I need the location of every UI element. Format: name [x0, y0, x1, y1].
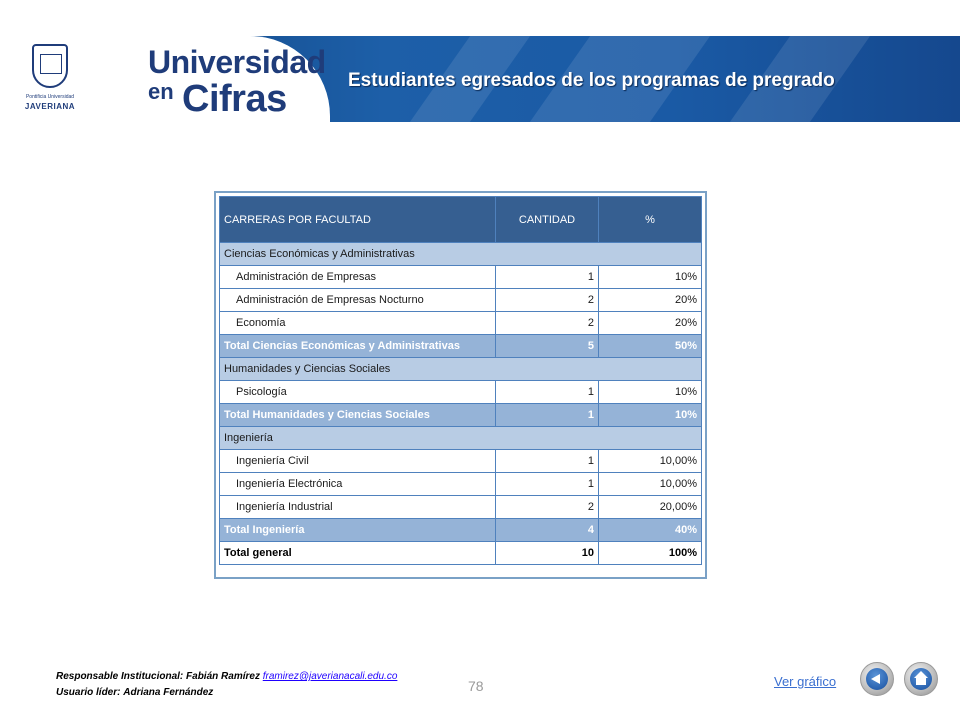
- row-label: Total Ingeniería: [220, 519, 496, 542]
- responsable-label: Responsable Institucional:: [56, 671, 184, 682]
- section-label: Humanidades y Ciencias Sociales: [220, 358, 702, 381]
- section-label: Ingeniería: [220, 427, 702, 450]
- table-row: [220, 381, 702, 404]
- graduates-table: [219, 196, 702, 565]
- table-row: [220, 312, 702, 335]
- total-row: [220, 519, 702, 542]
- section-row: [220, 427, 702, 450]
- row-label: Psicología: [220, 381, 496, 404]
- row-percent: 10,00%: [599, 450, 702, 473]
- row-percent: 100%: [599, 542, 702, 565]
- row-quantity: 2: [496, 312, 599, 335]
- page-number: 78: [468, 678, 484, 694]
- row-quantity: 1: [496, 381, 599, 404]
- row-quantity: 1: [496, 404, 599, 427]
- row-quantity: 1: [496, 473, 599, 496]
- logo-cifras: Cifras: [182, 78, 287, 120]
- table-row: [220, 266, 702, 289]
- responsable-email-link[interactable]: framirez@javerianacali.edu.co: [262, 671, 398, 682]
- total-row: [220, 335, 702, 358]
- university-crest: [0, 36, 100, 122]
- total-row: [220, 404, 702, 427]
- responsable-name: Fabián Ramírez: [186, 671, 260, 682]
- usuario-label: Usuario líder:: [56, 687, 121, 698]
- row-percent: 20%: [599, 312, 702, 335]
- home-icon: [910, 668, 932, 690]
- row-label: Total Humanidades y Ciencias Sociales: [220, 404, 496, 427]
- row-percent: 20,00%: [599, 496, 702, 519]
- row-quantity: 2: [496, 496, 599, 519]
- row-label: Administración de Empresas: [220, 266, 496, 289]
- graduates-table-frame: [214, 191, 707, 579]
- row-percent: 40%: [599, 519, 702, 542]
- section-row: [220, 243, 702, 266]
- row-label: Administración de Empresas Nocturno: [220, 289, 496, 312]
- row-label: Total general: [220, 542, 496, 565]
- header-quantity: CANTIDAD: [496, 197, 599, 243]
- row-quantity: 2: [496, 289, 599, 312]
- row-quantity: 10: [496, 542, 599, 565]
- row-percent: 10%: [599, 381, 702, 404]
- grand-total-row: [220, 542, 702, 565]
- section-row: [220, 358, 702, 381]
- row-quantity: 4: [496, 519, 599, 542]
- logo-en: en: [148, 79, 174, 104]
- table-row: [220, 450, 702, 473]
- row-label: Ingeniería Electrónica: [220, 473, 496, 496]
- page-title: Estudiantes egresados de los programas de pregrado: [348, 70, 835, 91]
- row-percent: 10%: [599, 404, 702, 427]
- usuario-name: Adriana Fernández: [123, 687, 214, 698]
- table-row: [220, 496, 702, 519]
- table-row: [220, 473, 702, 496]
- row-quantity: 1: [496, 266, 599, 289]
- crest-line2: JAVERIANA: [24, 102, 76, 111]
- header-percent: %: [599, 197, 702, 243]
- table-row: [220, 289, 702, 312]
- row-percent: 10,00%: [599, 473, 702, 496]
- row-quantity: 5: [496, 335, 599, 358]
- row-label: Ingeniería Industrial: [220, 496, 496, 519]
- back-arrow-icon: [866, 668, 888, 690]
- crest-line1: Pontificia Universidad: [25, 94, 75, 100]
- logo-universidad: Universidad: [148, 44, 326, 80]
- header-careers: CARRERAS POR FACULTAD: [220, 197, 496, 243]
- row-percent: 10%: [599, 266, 702, 289]
- back-button[interactable]: [860, 662, 894, 696]
- row-percent: 50%: [599, 335, 702, 358]
- shield-icon: [32, 44, 68, 88]
- row-label: Ingeniería Civil: [220, 450, 496, 473]
- footer-credits: [56, 669, 397, 701]
- home-button[interactable]: [904, 662, 938, 696]
- row-quantity: 1: [496, 450, 599, 473]
- row-percent: 20%: [599, 289, 702, 312]
- row-label: Economía: [220, 312, 496, 335]
- row-label: Total Ciencias Económicas y Administrativas: [220, 335, 496, 358]
- ver-grafico-link[interactable]: Ver gráfico: [774, 674, 837, 689]
- logo: [100, 36, 330, 122]
- section-label: Ciencias Económicas y Administrativas: [220, 243, 702, 266]
- table-header-row: [220, 197, 702, 243]
